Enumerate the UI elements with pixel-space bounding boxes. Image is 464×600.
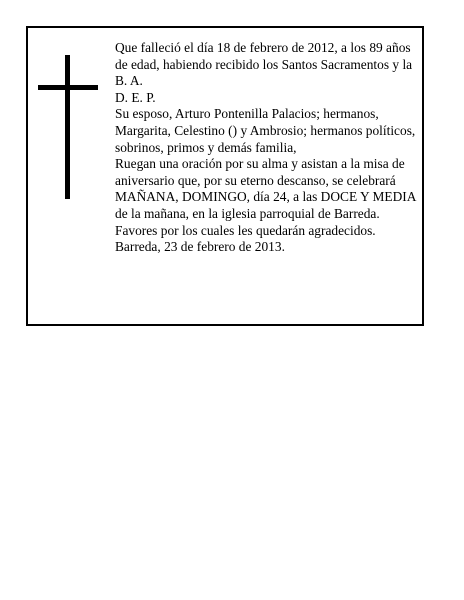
rest-in-peace: D. E. P.: [115, 89, 156, 105]
mass-invitation: Ruegan una oración por su alma y asistan a la misa de aniversario que, por su eterno descanso, se celebrará MAÑANA, DOMINGO, día 24, a las DOCE Y MEDIA de la mañana, en la iglesia parroquial de Barreda. Favores por los cuales les quedarán agradecidos.: [115, 156, 416, 238]
cross-icon: [38, 55, 98, 199]
death-statement: Que falleció el día 18 de febrero de 2012, a los 89 años de edad, habiendo recibido los Santos Sacramentos y la B. A.: [115, 40, 413, 89]
cross-vertical-bar: [65, 55, 70, 199]
family-list: Su esposo, Arturo Pontenilla Palacios; hermanos, Margarita, Celestino () y Ambrosio; hermanos políticos, sobrinos, primos y demás familia,: [115, 106, 416, 155]
obituary-notice: [26, 26, 424, 326]
notice-text: [115, 40, 421, 256]
place-date: Barreda, 23 de febrero de 2013.: [115, 239, 285, 255]
cross-horizontal-bar: [38, 85, 98, 90]
